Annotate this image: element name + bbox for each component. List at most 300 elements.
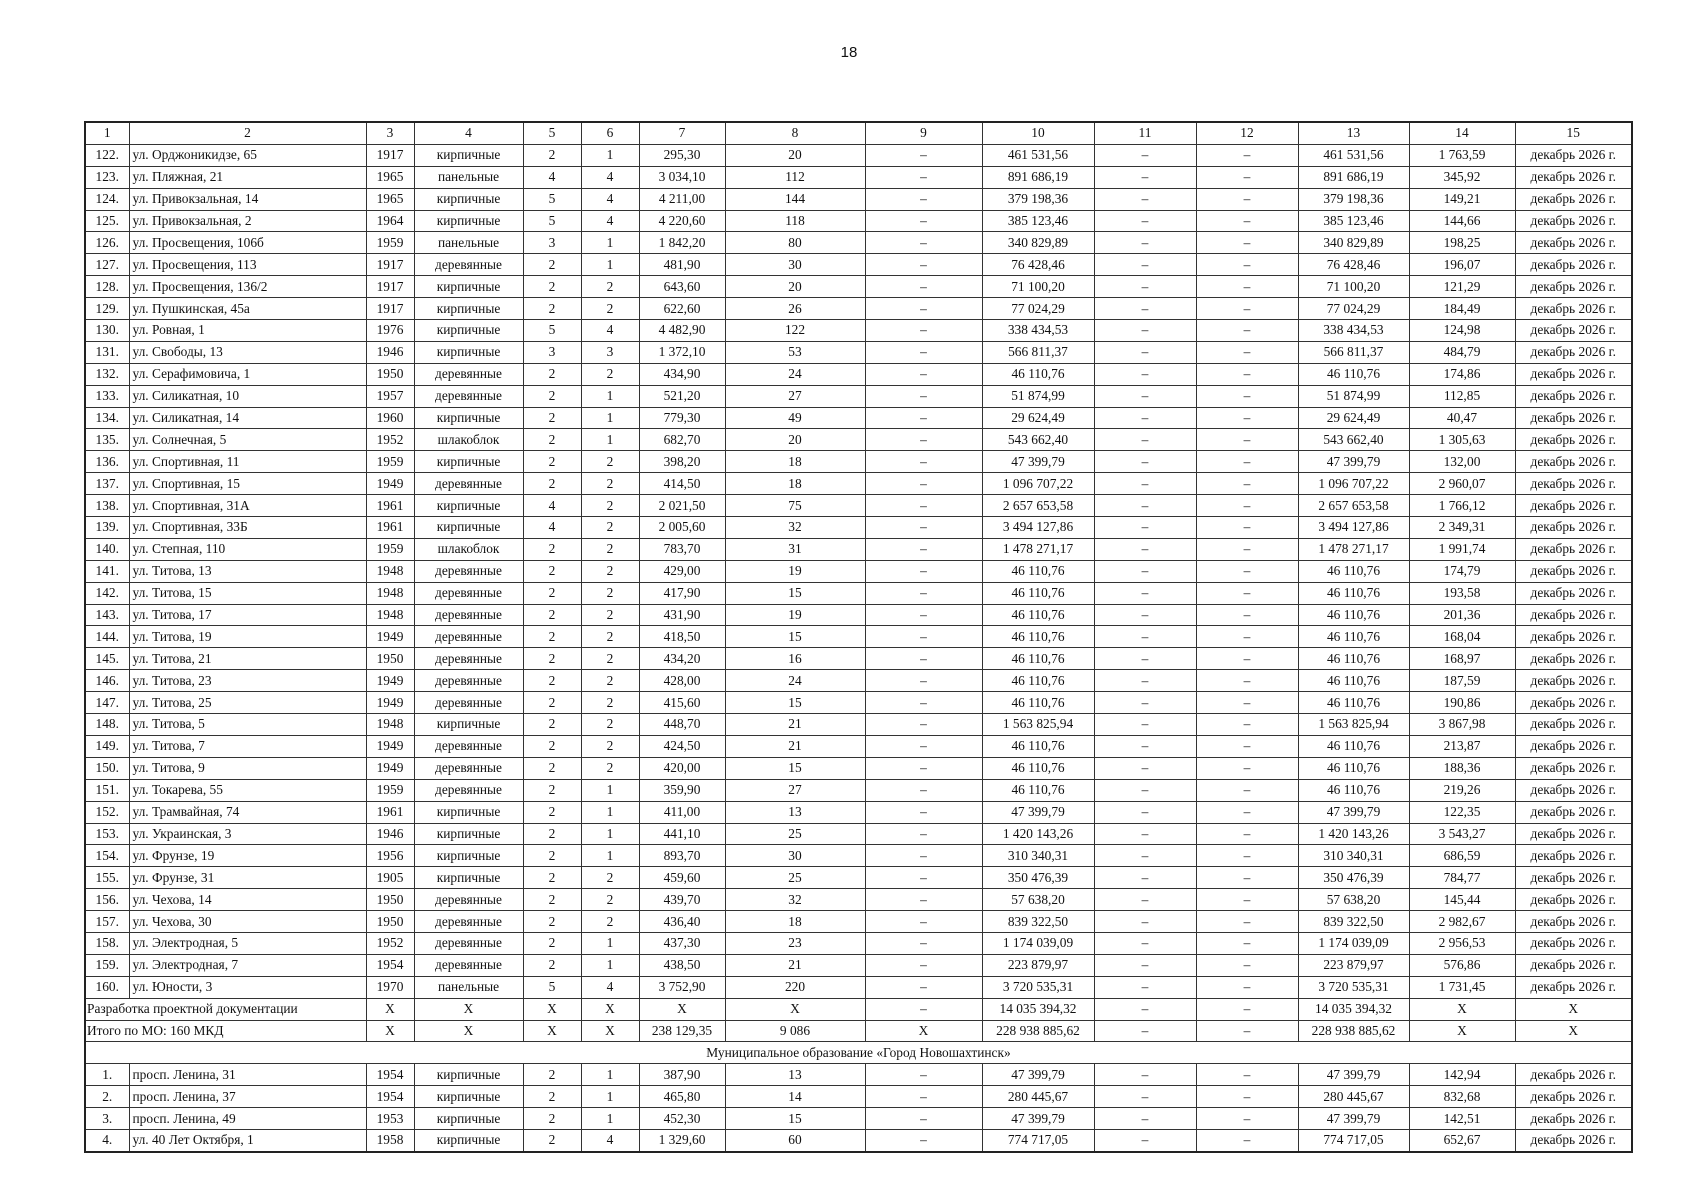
- table-row: [85, 1129, 1632, 1151]
- table-cell: 16: [725, 648, 865, 670]
- table-cell: –: [1196, 166, 1298, 188]
- table-cell: 2: [523, 779, 581, 801]
- table-cell: 3: [581, 341, 639, 363]
- table-cell: 14: [725, 1086, 865, 1108]
- table-cell: 18: [725, 451, 865, 473]
- table-cell: декабрь 2026 г.: [1515, 254, 1632, 276]
- table-cell: –: [1196, 845, 1298, 867]
- table-cell: 340 829,89: [982, 232, 1094, 254]
- table-cell: –: [1196, 1064, 1298, 1086]
- table-cell: –: [1094, 626, 1196, 648]
- table-cell: декабрь 2026 г.: [1515, 1064, 1632, 1086]
- table-cell: 891 686,19: [1298, 166, 1409, 188]
- table-body: [85, 144, 1632, 1151]
- table-cell: 1965: [366, 166, 414, 188]
- table-cell: 1 563 825,94: [1298, 714, 1409, 736]
- table-cell: кирпичные: [414, 451, 523, 473]
- table-cell: –: [1094, 298, 1196, 320]
- table-cell: 13: [725, 801, 865, 823]
- table-cell: –: [1196, 276, 1298, 298]
- table-cell: 461 531,56: [1298, 144, 1409, 166]
- table-cell: –: [865, 188, 982, 210]
- table-cell: 1: [581, 779, 639, 801]
- table-cell: 1960: [366, 407, 414, 429]
- table-cell: 144,66: [1409, 210, 1515, 232]
- table-cell: 132,00: [1409, 451, 1515, 473]
- table-cell: ул. Чехова, 14: [129, 889, 366, 911]
- table-cell: ул. Просвещения, 113: [129, 254, 366, 276]
- table-cell: –: [1196, 538, 1298, 560]
- table-cell: 15: [725, 626, 865, 648]
- table-cell: 2: [523, 560, 581, 582]
- table-row: [85, 407, 1632, 429]
- table-row: [85, 1064, 1632, 1086]
- table-cell: ул. Орджоникидзе, 65: [129, 144, 366, 166]
- table-cell: 228 938 885,62: [982, 1020, 1094, 1042]
- table-cell: –: [865, 473, 982, 495]
- table-cell: –: [865, 889, 982, 911]
- table-cell: 1: [581, 254, 639, 276]
- table-cell: 1: [581, 1086, 639, 1108]
- table-cell: 1949: [366, 735, 414, 757]
- table-cell: 146.: [85, 670, 129, 692]
- table-cell: 280 445,67: [1298, 1086, 1409, 1108]
- table-cell: –: [1196, 254, 1298, 276]
- table-cell: –: [1094, 998, 1196, 1020]
- table-row: [85, 823, 1632, 845]
- table-cell: 891 686,19: [982, 166, 1094, 188]
- table-cell: 5: [523, 320, 581, 342]
- table-cell: 420,00: [639, 757, 725, 779]
- table-cell: 47 399,79: [1298, 801, 1409, 823]
- table-cell: –: [865, 954, 982, 976]
- table-cell: 1953: [366, 1108, 414, 1130]
- table-cell: 1 731,45: [1409, 976, 1515, 998]
- table-cell: 46 110,76: [1298, 670, 1409, 692]
- table-cell: –: [1094, 232, 1196, 254]
- table-cell: 201,36: [1409, 604, 1515, 626]
- table-cell: 174,86: [1409, 363, 1515, 385]
- table-cell: –: [865, 538, 982, 560]
- table-cell: 1905: [366, 867, 414, 889]
- table-cell: 3 494 127,86: [1298, 517, 1409, 539]
- table-cell: 1954: [366, 1086, 414, 1108]
- table-cell: 429,00: [639, 560, 725, 582]
- table-cell: X: [414, 998, 523, 1020]
- table-cell: 141.: [85, 560, 129, 582]
- table-cell: 4 211,00: [639, 188, 725, 210]
- table-cell: 1948: [366, 714, 414, 736]
- table-cell: –: [1094, 823, 1196, 845]
- table-cell: 80: [725, 232, 865, 254]
- table-cell: –: [1196, 801, 1298, 823]
- table-cell: X: [1515, 998, 1632, 1020]
- table-cell: 4: [581, 166, 639, 188]
- table-cell: 21: [725, 954, 865, 976]
- table-cell: 1: [581, 954, 639, 976]
- table-cell: –: [1196, 473, 1298, 495]
- table-cell: 122,35: [1409, 801, 1515, 823]
- table-cell: 187,59: [1409, 670, 1515, 692]
- table-cell: деревянные: [414, 779, 523, 801]
- table-cell: ул. Привокзальная, 14: [129, 188, 366, 210]
- table-cell: 46 110,76: [1298, 648, 1409, 670]
- table-cell: 57 638,20: [1298, 889, 1409, 911]
- table-cell: 2: [523, 845, 581, 867]
- table-cell: 1: [581, 801, 639, 823]
- table-cell: 2: [581, 538, 639, 560]
- column-header: 9: [865, 122, 982, 144]
- table-cell: 9 086: [725, 1020, 865, 1042]
- table-cell: 155.: [85, 867, 129, 889]
- table-cell: деревянные: [414, 932, 523, 954]
- table-cell: –: [1094, 735, 1196, 757]
- table-cell: 2: [523, 889, 581, 911]
- table-cell: 18: [725, 473, 865, 495]
- table-cell: 15: [725, 692, 865, 714]
- table-cell: 152.: [85, 801, 129, 823]
- table-cell: 126.: [85, 232, 129, 254]
- table-cell: декабрь 2026 г.: [1515, 889, 1632, 911]
- table-cell: ул. Титова, 7: [129, 735, 366, 757]
- table-cell: –: [1094, 845, 1196, 867]
- table-cell: 46 110,76: [982, 670, 1094, 692]
- table-cell: 46 110,76: [982, 560, 1094, 582]
- table-cell: 130.: [85, 320, 129, 342]
- table-cell: –: [1196, 954, 1298, 976]
- table-cell: –: [865, 210, 982, 232]
- table-cell: 379 198,36: [1298, 188, 1409, 210]
- table-cell: 223 879,97: [1298, 954, 1409, 976]
- table-cell: 1949: [366, 670, 414, 692]
- table-cell: X: [865, 1020, 982, 1042]
- table-cell: 238 129,35: [639, 1020, 725, 1042]
- table-cell: X: [523, 998, 581, 1020]
- table-cell: 138.: [85, 495, 129, 517]
- table-cell: Итого по МО: 160 МКД: [85, 1020, 366, 1042]
- table-cell: –: [865, 254, 982, 276]
- table-cell: 46 110,76: [1298, 692, 1409, 714]
- column-header: 2: [129, 122, 366, 144]
- table-cell: декабрь 2026 г.: [1515, 582, 1632, 604]
- table-cell: 2: [523, 1129, 581, 1151]
- table-cell: 57 638,20: [982, 889, 1094, 911]
- column-header: 8: [725, 122, 865, 144]
- table-cell: 159.: [85, 954, 129, 976]
- table-cell: –: [1094, 1108, 1196, 1130]
- table-cell: 2: [523, 757, 581, 779]
- table-cell: 1950: [366, 648, 414, 670]
- table-cell: 2: [523, 670, 581, 692]
- table-cell: 1958: [366, 1129, 414, 1151]
- table-cell: 132.: [85, 363, 129, 385]
- table-cell: X: [639, 998, 725, 1020]
- table-cell: 1952: [366, 932, 414, 954]
- table-row: [85, 648, 1632, 670]
- table-row: [85, 276, 1632, 298]
- table-cell: 411,00: [639, 801, 725, 823]
- table-cell: 1 563 825,94: [982, 714, 1094, 736]
- table-cell: 359,90: [639, 779, 725, 801]
- table-cell: 21: [725, 735, 865, 757]
- table-cell: 46 110,76: [982, 735, 1094, 757]
- table-cell: деревянные: [414, 648, 523, 670]
- table-cell: –: [1196, 998, 1298, 1020]
- table-cell: 424,50: [639, 735, 725, 757]
- table-cell: 147.: [85, 692, 129, 714]
- table-cell: 188,36: [1409, 757, 1515, 779]
- table-cell: –: [1196, 320, 1298, 342]
- table-cell: 2: [581, 451, 639, 473]
- table-cell: кирпичные: [414, 1086, 523, 1108]
- table-cell: 1: [581, 232, 639, 254]
- table-cell: ул. Титова, 9: [129, 757, 366, 779]
- table-cell: 418,50: [639, 626, 725, 648]
- table-cell: 2: [581, 889, 639, 911]
- table-cell: 29 624,49: [982, 407, 1094, 429]
- table-cell: 1948: [366, 560, 414, 582]
- table-cell: 439,70: [639, 889, 725, 911]
- table-cell: –: [865, 451, 982, 473]
- table-cell: 2: [523, 254, 581, 276]
- table-cell: 5: [523, 188, 581, 210]
- table-cell: 129.: [85, 298, 129, 320]
- table-cell: ул. Фрунзе, 31: [129, 867, 366, 889]
- table-row: [85, 363, 1632, 385]
- table-cell: –: [865, 998, 982, 1020]
- table-cell: декабрь 2026 г.: [1515, 801, 1632, 823]
- table-cell: 18: [725, 911, 865, 933]
- table-cell: ул. Электродная, 7: [129, 954, 366, 976]
- table-cell: 1 420 143,26: [982, 823, 1094, 845]
- table-cell: 3: [523, 232, 581, 254]
- table-cell: –: [1196, 298, 1298, 320]
- table-cell: декабрь 2026 г.: [1515, 495, 1632, 517]
- table-row: [85, 735, 1632, 757]
- table-cell: –: [1094, 495, 1196, 517]
- table-cell: –: [1196, 210, 1298, 232]
- table-cell: 779,30: [639, 407, 725, 429]
- table-cell: 184,49: [1409, 298, 1515, 320]
- table-cell: –: [1196, 188, 1298, 210]
- table-cell: ул. Юности, 3: [129, 976, 366, 998]
- table-cell: –: [1196, 385, 1298, 407]
- table-cell: –: [1094, 604, 1196, 626]
- table-cell: 15: [725, 757, 865, 779]
- table-cell: –: [1094, 144, 1196, 166]
- table-cell: 2: [581, 867, 639, 889]
- table-cell: 2: [581, 757, 639, 779]
- table-cell: 2 982,67: [1409, 911, 1515, 933]
- table-cell: –: [1094, 932, 1196, 954]
- table-row: [85, 1108, 1632, 1130]
- table-cell: декабрь 2026 г.: [1515, 954, 1632, 976]
- table-cell: декабрь 2026 г.: [1515, 714, 1632, 736]
- table-cell: 3: [523, 341, 581, 363]
- table-cell: 145,44: [1409, 889, 1515, 911]
- header-row: [85, 122, 1632, 144]
- table-cell: –: [1196, 341, 1298, 363]
- table-cell: ул. Электродная, 5: [129, 932, 366, 954]
- table-cell: 51 874,99: [1298, 385, 1409, 407]
- table-cell: –: [1196, 1086, 1298, 1108]
- table-cell: 338 434,53: [982, 320, 1094, 342]
- table-cell: 839 322,50: [1298, 911, 1409, 933]
- table-cell: 47 399,79: [982, 801, 1094, 823]
- table-cell: –: [1196, 144, 1298, 166]
- table-cell: декабрь 2026 г.: [1515, 1108, 1632, 1130]
- table-row: [85, 604, 1632, 626]
- table-cell: 4 220,60: [639, 210, 725, 232]
- table-cell: 1949: [366, 473, 414, 495]
- table-cell: 2: [523, 867, 581, 889]
- table-cell: –: [1196, 670, 1298, 692]
- table-cell: 1917: [366, 276, 414, 298]
- table-cell: 398,20: [639, 451, 725, 473]
- table-cell: просп. Ленина, 31: [129, 1064, 366, 1086]
- table-cell: 2: [523, 451, 581, 473]
- table-cell: 47 399,79: [1298, 1064, 1409, 1086]
- table-cell: 5: [523, 210, 581, 232]
- table-cell: –: [865, 276, 982, 298]
- table-cell: 3 867,98: [1409, 714, 1515, 736]
- table-cell: 3.: [85, 1108, 129, 1130]
- table-cell: 345,92: [1409, 166, 1515, 188]
- table-cell: –: [865, 1108, 982, 1130]
- table-cell: –: [1094, 254, 1196, 276]
- table-cell: кирпичные: [414, 276, 523, 298]
- table-cell: 112: [725, 166, 865, 188]
- table-cell: 124,98: [1409, 320, 1515, 342]
- table-cell: 23: [725, 932, 865, 954]
- table-cell: 1 329,60: [639, 1129, 725, 1151]
- table-cell: 135.: [85, 429, 129, 451]
- table-cell: 1: [581, 932, 639, 954]
- table-cell: 2: [523, 538, 581, 560]
- table-cell: декабрь 2026 г.: [1515, 451, 1632, 473]
- table-cell: –: [1094, 1086, 1196, 1108]
- table-cell: 1 372,10: [639, 341, 725, 363]
- table-cell: ул. 40 Лет Октября, 1: [129, 1129, 366, 1151]
- table-cell: –: [865, 582, 982, 604]
- table-cell: ул. Титова, 25: [129, 692, 366, 714]
- table-cell: 2 657 653,58: [982, 495, 1094, 517]
- table-cell: кирпичные: [414, 188, 523, 210]
- table-cell: 1: [581, 1108, 639, 1130]
- table-cell: 4: [581, 320, 639, 342]
- table-cell: –: [865, 363, 982, 385]
- table-cell: ул. Спортивная, 15: [129, 473, 366, 495]
- table-cell: декабрь 2026 г.: [1515, 341, 1632, 363]
- table-cell: –: [1094, 166, 1196, 188]
- table-cell: 1954: [366, 1064, 414, 1086]
- table-cell: 149,21: [1409, 188, 1515, 210]
- table-cell: просп. Ленина, 49: [129, 1108, 366, 1130]
- table-cell: 131.: [85, 341, 129, 363]
- table-cell: 521,20: [639, 385, 725, 407]
- table-cell: –: [1094, 757, 1196, 779]
- table-cell: 385 123,46: [1298, 210, 1409, 232]
- table-cell: 133.: [85, 385, 129, 407]
- table-cell: –: [1094, 320, 1196, 342]
- table-cell: 30: [725, 254, 865, 276]
- table-cell: деревянные: [414, 911, 523, 933]
- table-cell: –: [865, 1064, 982, 1086]
- column-header: 7: [639, 122, 725, 144]
- table-cell: –: [865, 560, 982, 582]
- table-cell: 46 110,76: [982, 692, 1094, 714]
- table-cell: кирпичные: [414, 1129, 523, 1151]
- table-cell: 158.: [85, 932, 129, 954]
- table-cell: –: [1094, 954, 1196, 976]
- table-cell: 143.: [85, 604, 129, 626]
- table-cell: 1950: [366, 911, 414, 933]
- table-cell: 46 110,76: [1298, 560, 1409, 582]
- table-cell: 1 174 039,09: [1298, 932, 1409, 954]
- table-cell: 24: [725, 670, 865, 692]
- table-cell: 75: [725, 495, 865, 517]
- table-cell: деревянные: [414, 604, 523, 626]
- table-row: [85, 495, 1632, 517]
- table-cell: панельные: [414, 166, 523, 188]
- table-cell: 31: [725, 538, 865, 560]
- table-cell: деревянные: [414, 363, 523, 385]
- table-cell: 310 340,31: [982, 845, 1094, 867]
- table-cell: –: [1196, 560, 1298, 582]
- table-cell: 2: [523, 648, 581, 670]
- table-cell: –: [1094, 341, 1196, 363]
- table-cell: деревянные: [414, 560, 523, 582]
- table-cell: 434,20: [639, 648, 725, 670]
- table-cell: 1 842,20: [639, 232, 725, 254]
- table-cell: –: [1196, 735, 1298, 757]
- table-cell: 76 428,46: [982, 254, 1094, 276]
- table-cell: 2: [581, 517, 639, 539]
- table-cell: 4: [523, 166, 581, 188]
- table-cell: кирпичные: [414, 407, 523, 429]
- table-cell: –: [1094, 692, 1196, 714]
- table-header: [85, 122, 1632, 144]
- table-row: [85, 801, 1632, 823]
- table-row: [85, 188, 1632, 210]
- table-cell: 1959: [366, 451, 414, 473]
- table-row: [85, 320, 1632, 342]
- table-row: [85, 779, 1632, 801]
- table-cell: 1 766,12: [1409, 495, 1515, 517]
- table-cell: X: [366, 1020, 414, 1042]
- table-cell: –: [865, 976, 982, 998]
- table-row: [85, 473, 1632, 495]
- table-cell: декабрь 2026 г.: [1515, 538, 1632, 560]
- table-cell: 2: [523, 276, 581, 298]
- table-row: [85, 298, 1632, 320]
- table-cell: 2: [523, 823, 581, 845]
- table-cell: 2: [581, 582, 639, 604]
- table-cell: 576,86: [1409, 954, 1515, 976]
- table-cell: 1959: [366, 538, 414, 560]
- table-cell: 643,60: [639, 276, 725, 298]
- table-cell: 2: [581, 911, 639, 933]
- column-header: 15: [1515, 122, 1632, 144]
- table-cell: 13: [725, 1064, 865, 1086]
- table-cell: 137.: [85, 473, 129, 495]
- table-cell: –: [865, 385, 982, 407]
- table-cell: 29 624,49: [1298, 407, 1409, 429]
- table-cell: –: [1094, 1129, 1196, 1151]
- table-cell: 19: [725, 604, 865, 626]
- table-cell: 149.: [85, 735, 129, 757]
- table-cell: ул. Пляжная, 21: [129, 166, 366, 188]
